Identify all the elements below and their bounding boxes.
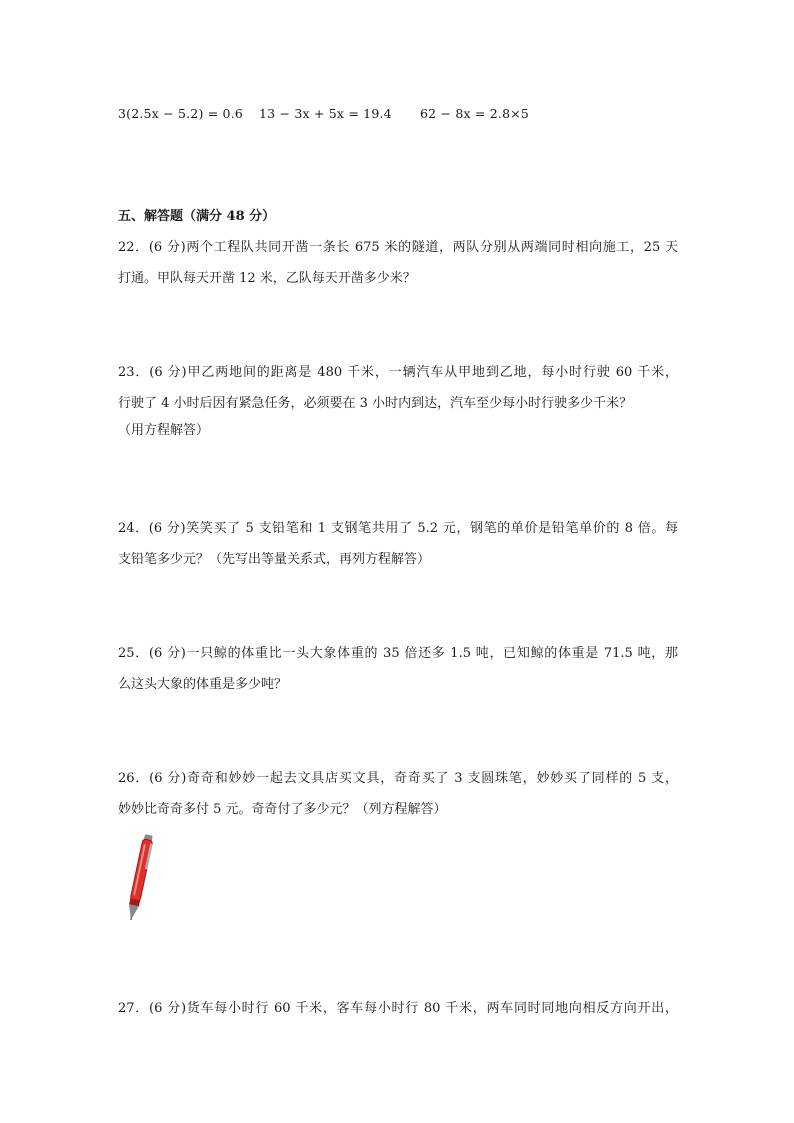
ballpoint-pen-illustration (126, 830, 154, 924)
problem-23-line-3: （用方程解答） (118, 423, 210, 438)
pen-tip-cone (127, 904, 139, 918)
problem-24 (118, 513, 678, 575)
problem-25-line-2: 么这头大象的体重是多少吨？ (118, 677, 288, 692)
section-heading: 五、解答题（满分 48 分） (118, 209, 276, 224)
problem-23-line-1: 23．(6 分)甲乙两地间的距离是 480 千米，一辆汽车从甲地到乙地，每小时行驶 60 千米， (118, 365, 678, 380)
problem-25-line-1: 25．(6 分)一只鲸的体重比一头大象体重的 35 倍还多 1.5 吨，已知鲸的体重是 71.5 吨，那 (118, 646, 678, 661)
problem-24-line-2: 支铅笔多少元？（先写出等量关系式，再列方程解答） (118, 552, 431, 567)
equation-row (118, 106, 678, 128)
problem-22-line-1: 22．(6 分)两个工程队共同开凿一条长 675 米的隧道，两队分别从两端同时相向施工，25 天 (118, 240, 678, 255)
problem-24-line-1: 24．(6 分)笑笑买了 5 支铅笔和 1 支钢笔共用了 5.2 元，钢笔的单价是铅笔单价的 8 倍。每 (118, 521, 678, 536)
problem-26-line-1: 26．(6 分)奇奇和妙妙一起去文具店买文具，奇奇买了 3 支圆珠笔，妙妙买了同样的 5 支， (118, 771, 678, 786)
problem-23 (118, 357, 678, 443)
problem-26-line-2: 妙妙比奇奇多付 5 元。奇奇付了多少元？（列方程解答） (118, 802, 447, 817)
problem-26 (118, 763, 678, 825)
equation-2: 13 − 3x + 5x = 19.4 (259, 106, 392, 121)
pen-point (131, 917, 132, 920)
equation-1: 3(2.5x − 5.2) = 0.6 (118, 106, 244, 121)
problem-27-line-1: 27．(6 分)货车每小时行 60 千米，客车每小时行 80 千米，两车同时同地向相反方向开出， (118, 1001, 678, 1016)
problem-25 (118, 638, 678, 700)
problem-22 (118, 232, 678, 294)
problem-27 (118, 993, 678, 1024)
problem-22-line-2: 打通。甲队每天开凿 12 米，乙队每天开凿多少米？ (118, 271, 416, 286)
equation-3: 62 − 8x = 2.8×5 (420, 106, 530, 121)
problem-23-line-2: 行驶了 4 小时后因有紧急任务，必须要在 3 小时内到达，汽车至少每小时行驶多少千米？ (118, 396, 633, 411)
